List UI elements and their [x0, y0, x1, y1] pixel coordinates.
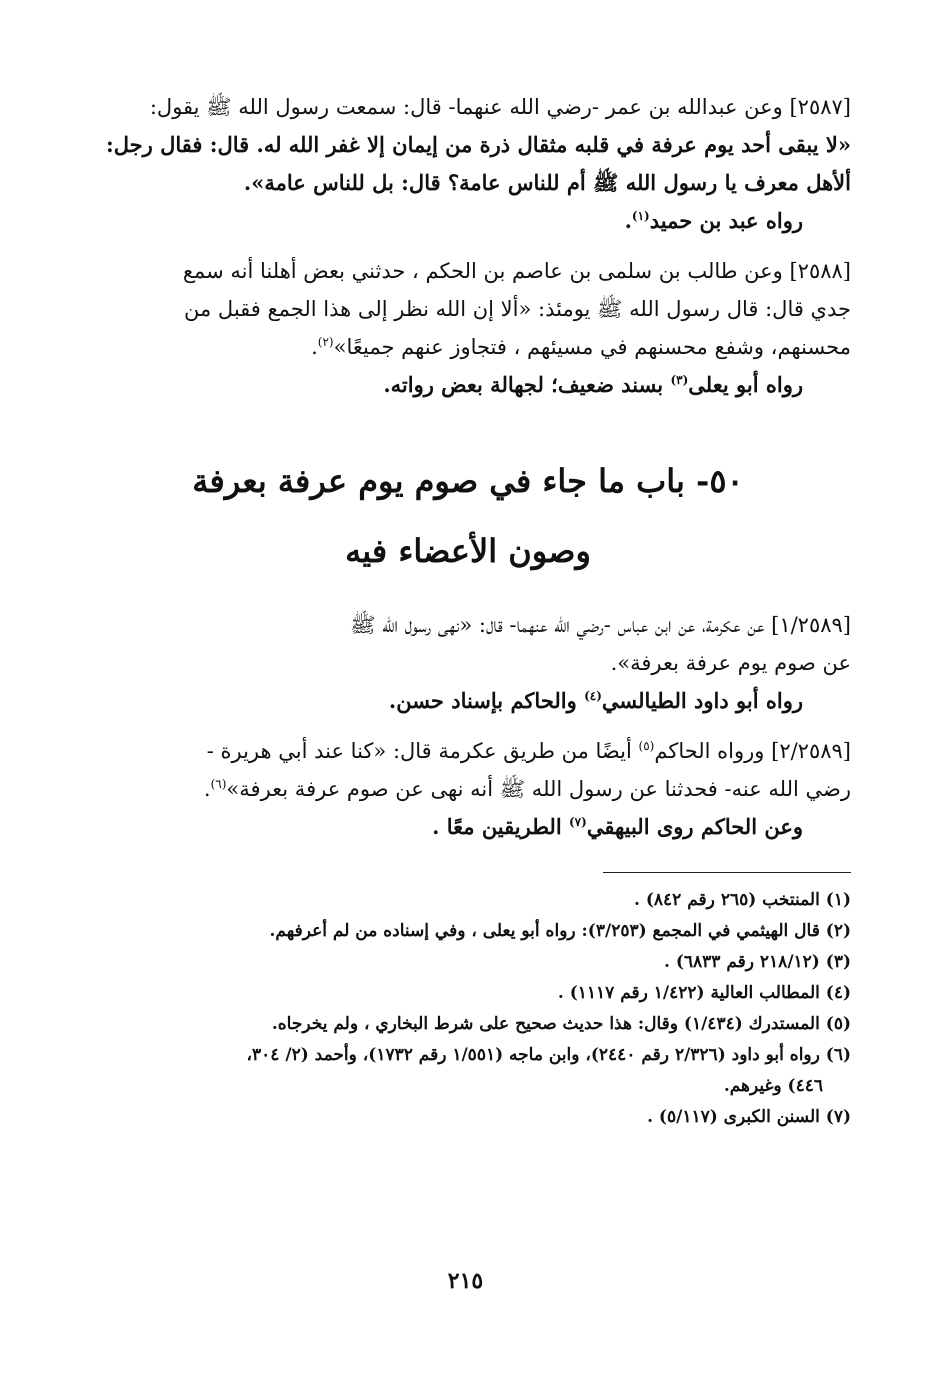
- footnote: (٦) رواه أبو داود (٢/٣٢٦ رقم ٢٤٤٠)، وابن ماجه (١/٥٥١ رقم ١٧٣٢)، وأحمد (٢/ ٣٠٤،: [246, 1045, 851, 1065]
- chapter-heading-line: وصون الأعضاء فيه: [345, 532, 591, 570]
- hadith-2589-2: [85, 732, 851, 808]
- text-line: رضي الله عنه- فحدثنا عن رسول الله ﷺ أنه نهى عن صوم عرفة بعرفة»$^{(٦)}$.: [203, 777, 851, 801]
- footnote: (٣) (٢١٨/١٢ رقم ٦٨٣٣) .: [664, 952, 851, 972]
- source-line: رواه عبد بن حميد$^{(١)}$.: [624, 208, 803, 233]
- footnote-ref: (٤): [584, 689, 602, 703]
- footnote-continuation: ٤٤٦) وغيرهم.: [723, 1076, 823, 1096]
- footnote-ref: (٥): [638, 739, 655, 753]
- footnote-ref: (٧): [568, 815, 587, 829]
- text-line: محسنهم، وشفع محسنهم في مسيئهم ، فتجاوز عنهم جميعًا»$^{(٢)}$.: [311, 335, 851, 359]
- hadith-2589-1: [85, 606, 851, 682]
- chapter-heading-line: ٥٠- باب ما جاء في صوم يوم عرفة بعرفة: [192, 462, 744, 500]
- footnote: (٢) قال الهيثمي في المجمع (٣/٢٥٣): رواه أبو يعلى ، وفي إسناده من لم أعرفهم.: [269, 921, 851, 941]
- text-line: جدي قال: قال رسول الله ﷺ يومئذ: «ألا إن الله نظر إلى هذا الجمع فقبل من: [184, 297, 851, 321]
- footnote-ref: (٦): [210, 777, 227, 791]
- text-line: [٢٥٨٧] وعن عبدالله بن عمر -رضي الله عنهما- قال: سمعت رسول الله ﷺ يقول:: [149, 95, 851, 119]
- text-line: عن صوم يوم عرفة بعرفة».: [610, 651, 851, 675]
- text-line: «لا يبقى أحد يوم عرفة في قلبه مثقال ذرة من إيمان إلا غفر الله له. قال: فقال رجل:: [106, 132, 851, 157]
- source-line: رواه أبو يعلى$^{(٣)}$ بسند ضعيف؛ لجهالة بعض رواته.: [383, 372, 803, 397]
- footnote: (١) المنتخب (٢٦٥ رقم ٨٤٢) .: [634, 890, 851, 910]
- source-line: وعن الحاكم روى البيهقي$^{(٧)}$ الطريقين معًا .: [432, 814, 803, 839]
- footnote-divider: [603, 872, 851, 873]
- page-number: ٢١٥: [447, 1268, 484, 1294]
- footnote: (٧) السنن الكبرى (٥/١١٧) .: [647, 1107, 851, 1127]
- text-line: ألأهل معرف يا رسول الله ﷺ أم للناس عامة؟ قال: بل للناس عامة».: [243, 170, 851, 195]
- chapter-heading: [85, 446, 851, 586]
- footnote: (٤) المطالب العالية (١/٤٢٢ رقم ١١١٧) .: [557, 983, 851, 1003]
- text-line: [١/٢٥٨٩] عن عكرمة، عن ابن عباس -رضي الله عنهما- قال: «نهى رسول الله ﷺ: [350, 613, 851, 637]
- footnote-ref: (١): [631, 209, 650, 223]
- text-line: [٢/٢٥٨٩] ورواه الحاكم$^{(٥)}$ أيضًا من طريق عكرمة قال: «كنا عند أبي هريرة -: [206, 739, 851, 763]
- source-line: رواه أبو داود الطيالسي$^{(٤)}$ والحاكم بإسناد حسن.: [388, 688, 803, 713]
- footnotes: [85, 885, 851, 1133]
- footnote: (٥) المستدرك (١/٤٣٤) وقال: هذا حديث صحيح على شرط البخاري ، ولم يخرجاه.: [271, 1014, 851, 1034]
- page-body: [85, 88, 851, 1133]
- footnote-ref: (٣): [670, 373, 689, 387]
- hadith-2588: [85, 252, 851, 366]
- text-line: [٢٥٨٨] وعن طالب بن سلمى بن عاصم بن الحكم ، حدثني بعض أهلنا أنه سمع: [182, 259, 851, 283]
- footnote-ref: (٢): [317, 335, 334, 349]
- hadith-2587: [85, 88, 851, 202]
